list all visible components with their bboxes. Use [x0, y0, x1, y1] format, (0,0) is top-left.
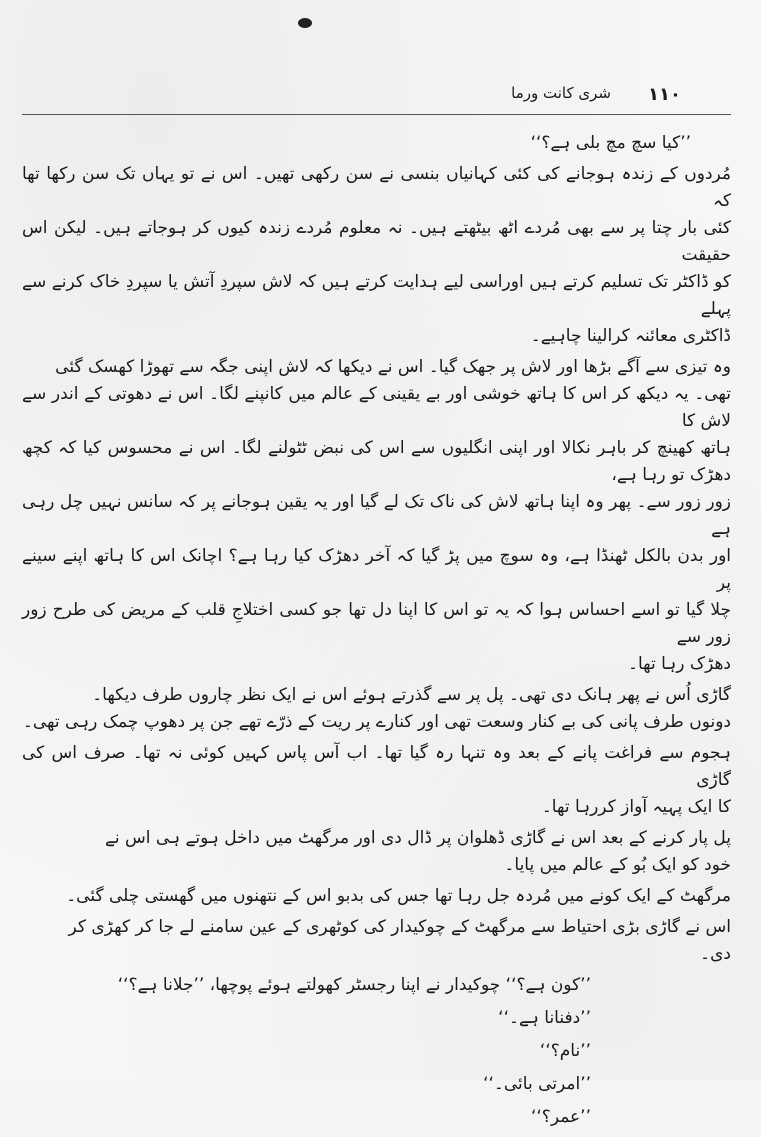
page-body: [22, 130, 731, 1137]
text-line: کئی بار چتا پر سے بھی مُردے اٹھ بیٹھتے ہیں۔ نہ معلوم مُردے زندہ کیوں کر ہوجاتے ہیں۔ لیکن اس حقیقت: [22, 218, 731, 265]
text-line: ہجوم سے فراغت پانے کے بعد وہ تنہا رہ گیا تھا۔ اب آس پاس کہیں کوئی نہ تھا۔ صرف اس کی گاڑی: [22, 743, 731, 790]
text-line: ’’کون ہے؟‘‘ چوکیدار نے اپنا رجسٹر کھولتے ہوئے پوچھا، ’’جلانا ہے؟‘‘: [117, 975, 591, 995]
text-line: ’’عمر؟‘‘: [531, 1107, 591, 1127]
dialog-line: [22, 1005, 731, 1032]
text-line: مرگھٹ کے ایک کونے میں مُردہ جل رہا تھا جس کی بدبو اس کے نتھنوں میں گھستی چلی گئی۔: [66, 886, 731, 906]
paragraph: [22, 914, 731, 968]
text-line: اس نے گاڑی بڑی احتیاط سے مرگھٹ کے چوکیدار کی کوٹھری کے عین سامنے لے جا کر کھڑی کر: [68, 917, 731, 937]
text-line: تھی۔ یہ دیکھ کر اس کا ہاتھ خوشی اور بے یقینی کے عالم میں کانپنے لگا۔ اس نے دھوتی کے اندر سے لاش کا: [22, 384, 731, 431]
text-line: وہ تیزی سے آگے بڑھا اور لاش پر جھک گیا۔ اس نے دیکھا کہ لاش اپنی جگہ سے تھوڑا کھسک گئی: [55, 357, 731, 377]
paragraph: [22, 825, 731, 879]
text-line: ’’کیا سچ مچ بلی ہے؟‘‘: [530, 133, 691, 153]
paragraph: [22, 740, 731, 821]
text-line: ’’امرتی بائی۔‘‘: [483, 1074, 591, 1094]
text-line: پل پار کرنے کے بعد اس نے گاڑی ڈھلوان پر ڈال دی اور مرگھٹ میں داخل ہوتے ہی اس نے: [104, 828, 731, 848]
page-header: [80, 84, 681, 110]
running-title: شری کانت ورما: [511, 84, 611, 102]
dialog-line: [22, 1104, 731, 1131]
text-line: کو ڈاکٹر تک تسلیم کرتے ہیں اوراسی لیے ہدایت کرتے ہیں کہ لاش سپردِ آتش یا سپردِ خاک کرنے سے پہلے: [22, 272, 731, 319]
dialog-line: [22, 1071, 731, 1098]
page-number: ۱۱۰: [648, 84, 681, 105]
ink-mark: [298, 18, 312, 28]
text-line: چلا گیا تو اسے احساس ہوا کہ یہ تو اس کا اپنا دل تھا جو کسی اختلاجِ قلب کے مریض کی طرح زور زور سے: [22, 600, 731, 647]
text-line: ہاتھ کھینچ کر باہر نکالا اور اپنی انگلیوں سے اس کی نبض ٹٹولنے لگا۔ اس نے محسوس کیا کہ کچھ دھڑک تو رہا ہے،: [22, 438, 731, 485]
paragraph: [22, 682, 731, 736]
paragraph: [22, 161, 731, 350]
paragraph: [22, 883, 731, 910]
text-line: اور بدن بالکل ٹھنڈا ہے، وہ سوچ میں پڑ گیا کہ آخر دھڑک کیا رہا ہے؟ اچانک اس کا ہاتھ اپنے سینے پر: [22, 546, 731, 593]
text-line: دھڑک رہا تھا۔: [628, 654, 731, 674]
text-line: دی۔: [700, 944, 731, 964]
text-line: گاڑی اُس نے پھر ہانک دی تھی۔ پل پر سے گذرتے ہوئے اس نے ایک نظر چاروں طرف دیکھا۔: [92, 685, 731, 705]
text-line: زور زور سے۔ پھر وہ اپنا ہاتھ لاش کی ناک تک لے گیا اور یہ یقین ہوجانے پر کہ سانس نہیں چل رہی ہے: [22, 492, 731, 539]
text-line: مُردوں کے زندہ ہوجانے کی کئی کہانیاں بنسی نے سن رکھی تھیں۔ اس نے تو یہاں تک سن رکھا تھا کہ: [22, 164, 731, 211]
text-line: کا ایک پہیہ آواز کررہا تھا۔: [541, 797, 731, 817]
paragraph: [22, 130, 731, 157]
paragraph: [22, 354, 731, 678]
dialog-line: [22, 972, 731, 999]
text-line: خود کو ایک بُو کے عالم میں پایا۔: [504, 855, 731, 875]
text-line: ’’نام؟‘‘: [539, 1041, 591, 1061]
dialog-line: [22, 1038, 731, 1065]
text-line: دونوں طرف پانی کی بے کنار وسعت تھی اور کنارے پر ریت کے ذرّے تھے جن پر دھوپ چمک رہی تھی۔: [22, 712, 731, 732]
header-rule: [22, 114, 731, 115]
text-line: ڈاکٹری معائنہ کرالینا چاہیے۔: [530, 326, 731, 346]
text-line: ’’دفنانا ہے۔‘‘: [498, 1008, 591, 1028]
